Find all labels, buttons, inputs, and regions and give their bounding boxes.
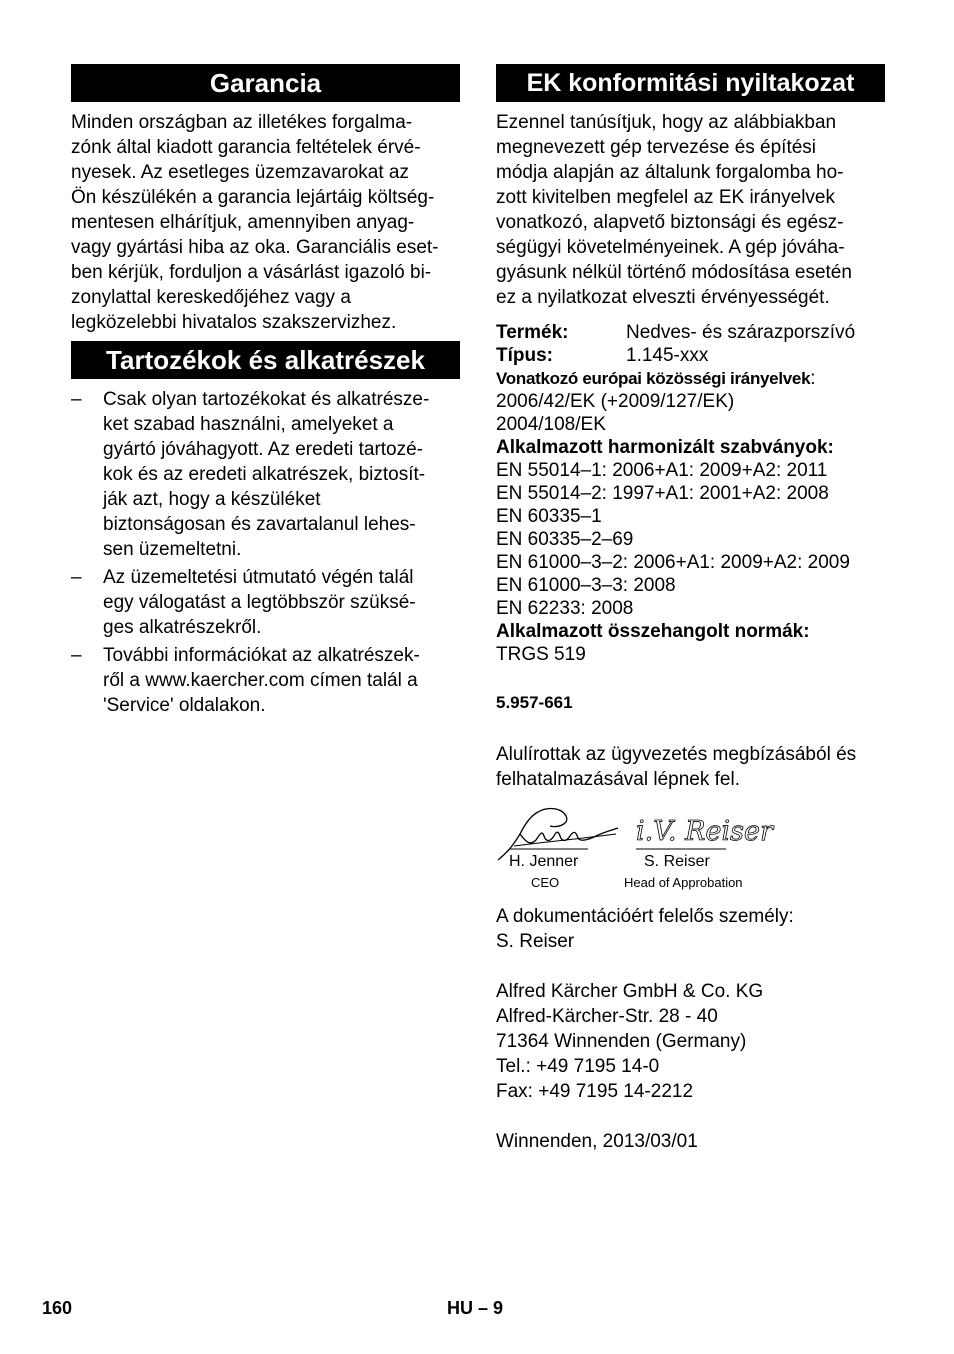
text-line: ket szabad használni, amelyeket a bbox=[103, 414, 394, 435]
standard-item: EN 55014–2: 1997+A1: 2001+A2: 2008 bbox=[496, 483, 829, 504]
signer-2-role: Head of Approbation bbox=[624, 875, 743, 890]
text-line: Csak olyan tartozékokat és alkatrésze- bbox=[103, 389, 430, 410]
bullet-dash: – bbox=[71, 645, 82, 666]
text-line: gyártó jóváhagyott. Az eredeti tartozé- bbox=[103, 439, 424, 460]
text-line: S. Reiser bbox=[496, 931, 575, 952]
text-line: nyesek. Az esetleges üzemzavarokat az bbox=[71, 162, 409, 183]
text-line: biztonságosan és zavartalanul lehes- bbox=[103, 514, 416, 535]
address-line: Alfred Kärcher GmbH & Co. KG bbox=[496, 981, 764, 1002]
doc-number: 5.957-661 bbox=[496, 693, 573, 712]
page-number: 160 bbox=[42, 1298, 73, 1318]
standard-item: EN 60335–1 bbox=[496, 506, 602, 527]
left-column bbox=[71, 64, 460, 721]
type-value: 1.145-xxx bbox=[626, 345, 709, 366]
address-line: 71364 Winnenden (Germany) bbox=[496, 1031, 747, 1052]
directives-heading bbox=[496, 367, 885, 390]
conformity-heading: EK konformitási nyiltakozat bbox=[496, 64, 885, 102]
type-row bbox=[496, 344, 885, 367]
address-line: Tel.: +49 7195 14-0 bbox=[496, 1056, 660, 1077]
product-value: Nedves- és szárazporszívó bbox=[626, 322, 856, 343]
place-date bbox=[496, 1129, 885, 1154]
signer-1-name: H. Jenner bbox=[509, 853, 579, 870]
norms-heading: Alkalmazott összehangolt normák: bbox=[496, 621, 810, 642]
list-item bbox=[71, 643, 460, 718]
text-line: zott kivitelben megfelel az EK irányelvek bbox=[496, 187, 835, 208]
standard-item: EN 62233: 2008 bbox=[496, 598, 634, 619]
text-line: sen üzemeltetni. bbox=[103, 539, 242, 560]
text-line: zónk által kiadott garancia feltételek érvé- bbox=[71, 137, 421, 158]
text-line: módja alapján az általunk forgalomba ho- bbox=[496, 162, 844, 183]
company-address bbox=[496, 979, 885, 1104]
harmonized-heading: Alkalmazott harmonizált szabványok: bbox=[496, 437, 834, 458]
type-label: Típus: bbox=[496, 345, 553, 366]
text-line: kok és az eredeti alkatrészek, biztosít- bbox=[103, 464, 426, 485]
text-line: A dokumentációért felelős személy: bbox=[496, 906, 794, 927]
standard-item: EN 60335–2–69 bbox=[496, 529, 634, 550]
accessories-list bbox=[71, 387, 460, 718]
conformity-intro bbox=[496, 110, 885, 310]
text-line: vagy gyártási hiba az oka. Garanciális eset- bbox=[71, 237, 439, 258]
directives-colon: : bbox=[810, 368, 816, 389]
section-label: HU – 9 bbox=[447, 1298, 504, 1318]
bullet-dash: – bbox=[71, 389, 82, 410]
text-line: legközelebbi hivatalos szakszervizhez. bbox=[71, 312, 397, 333]
standard-item: EN 61000–3–3: 2008 bbox=[496, 575, 676, 596]
address-line: Fax: +49 7195 14-2212 bbox=[496, 1081, 694, 1102]
text-line: zonylattal kereskedőjéhez vagy a bbox=[71, 287, 351, 308]
warranty-heading: Garancia bbox=[71, 64, 460, 102]
product-row bbox=[496, 321, 885, 344]
text-line: ják azt, hogy a készüléket bbox=[103, 489, 321, 510]
text-line: Ezennel tanúsítjuk, hogy az alábbiakban bbox=[496, 112, 837, 133]
text-line: ségügyi követelményeinek. A gép jóváha- bbox=[496, 237, 845, 258]
bullet-dash: – bbox=[71, 567, 82, 588]
text-line: További információkat az alkatrészek- bbox=[103, 645, 420, 666]
directive-item: 2004/108/EK bbox=[496, 414, 606, 435]
product-details bbox=[496, 321, 885, 666]
norm-item: TRGS 519 bbox=[496, 644, 586, 665]
text-line: ges alkatrészekről. bbox=[103, 617, 262, 638]
list-item bbox=[71, 387, 460, 562]
text-line: Az üzemeltetési útmutató végén talál bbox=[103, 567, 414, 588]
standard-item: EN 61000–3–2: 2006+A1: 2009+A2: 2009 bbox=[496, 552, 850, 573]
place-date-text: Winnenden, 2013/03/01 bbox=[496, 1131, 698, 1152]
list-item bbox=[71, 565, 460, 640]
text-line: ről a www.kaercher.com címen talál a bbox=[103, 670, 418, 691]
warranty-text bbox=[71, 110, 460, 335]
text-line: ben kérjük, forduljon a vásárlást igazoló bi- bbox=[71, 262, 432, 283]
text-line: ez a nyilatkozat elveszti érvényességét. bbox=[496, 287, 830, 308]
right-column bbox=[496, 64, 885, 1154]
directive-item: 2006/42/EK (+2009/127/EK) bbox=[496, 391, 735, 412]
signers-intro bbox=[496, 742, 885, 792]
text-line: vonatkozó, alapvető biztonsági és egész- bbox=[496, 212, 844, 233]
signer-2-name: S. Reiser bbox=[644, 853, 710, 870]
text-line: gyásunk nélkül történő módosítása esetén bbox=[496, 262, 852, 283]
product-label: Termék: bbox=[496, 322, 569, 343]
text-line: megnevezett gép tervezése és építési bbox=[496, 137, 817, 158]
directives-label: Vonatkozó európai közösségi irányelvek bbox=[496, 369, 811, 388]
doc-responsible bbox=[496, 904, 885, 954]
address-line: Alfred-Kärcher-Str. 28 - 40 bbox=[496, 1006, 718, 1027]
text-line: egy válogatást a legtöbbször szüksé- bbox=[103, 592, 416, 613]
signer-1-role: CEO bbox=[531, 875, 560, 890]
text-line: Ön készülékén a garancia lejártáig költség- bbox=[71, 187, 435, 208]
text-line: felhatalmazásával lépnek fel. bbox=[496, 769, 740, 790]
signature-2-text: i.V. Reiser bbox=[636, 816, 773, 847]
text-line: 'Service' oldalakon. bbox=[103, 695, 266, 716]
standard-item: EN 55014–1: 2006+A1: 2009+A2: 2011 bbox=[496, 460, 828, 481]
text-line: Alulírottak az ügyvezetés megbízásából és bbox=[496, 744, 857, 765]
accessories-heading: Tartozékok és alkatrészek bbox=[71, 341, 460, 379]
text-line: Minden országban az illetékes forgalma- bbox=[71, 112, 413, 133]
signature-block bbox=[496, 800, 885, 892]
text-line: mentesen elhárítjuk, amennyiben anyag- bbox=[71, 212, 415, 233]
